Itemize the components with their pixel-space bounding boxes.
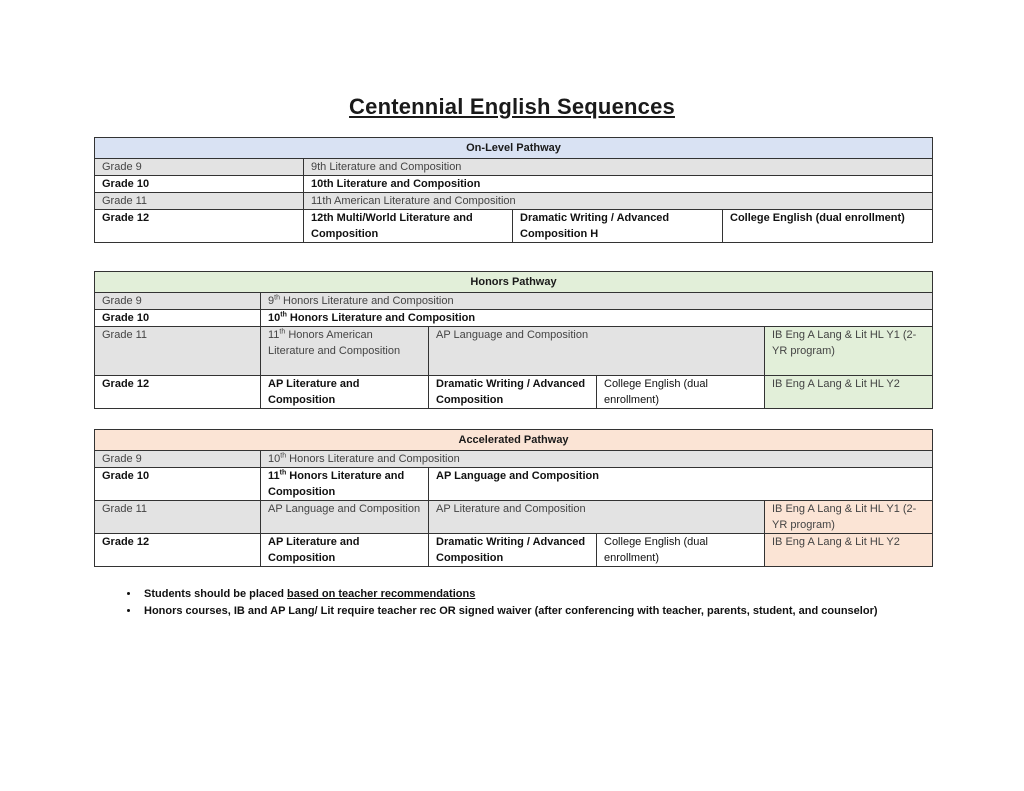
grade-label: Grade 11 (95, 327, 261, 376)
grade-label: Grade 11 (95, 193, 304, 210)
course-cell: 11th Honors American Literature and Composition (261, 327, 429, 376)
grade-label: Grade 12 (95, 210, 304, 243)
course-cell: AP Language and Composition (429, 327, 765, 376)
course-cell: College English (dual enrollment) (723, 210, 933, 243)
page-title: Centennial English Sequences (349, 94, 675, 119)
ib-course-cell: IB Eng A Lang & Lit HL Y1 (2-YR program) (765, 501, 933, 534)
table-header-row (95, 272, 933, 293)
grade-label: Grade 9 (95, 451, 261, 468)
table-row (95, 210, 933, 243)
honors-header: Honors Pathway (95, 272, 933, 293)
course-cell: Dramatic Writing / Advanced Composition (429, 376, 597, 409)
course-cell: 10th Honors Literature and Composition (261, 310, 933, 327)
table-row (95, 534, 933, 567)
course-cell: AP Literature and Composition (261, 534, 429, 567)
list-item: • Honors courses, IB and AP Lang/ Lit require teacher rec OR signed waiver (after conferencing with teacher, parents, student, and counselor) (140, 603, 878, 620)
ib-course-cell: IB Eng A Lang & Lit HL Y1 (2-YR program) (765, 327, 933, 376)
course-cell: 10th Honors Literature and Composition (261, 451, 933, 468)
grade-label: Grade 9 (95, 293, 261, 310)
grade-label: Grade 11 (95, 501, 261, 534)
course-cell: AP Literature and Composition (429, 501, 765, 534)
grade-label: Grade 12 (95, 534, 261, 567)
table-row (95, 376, 933, 409)
course-cell: College English (dual enrollment) (597, 376, 765, 409)
course-cell: AP Language and Composition (429, 468, 933, 501)
table-row (95, 293, 933, 310)
table-row (95, 468, 933, 501)
grade-label: Grade 10 (95, 176, 304, 193)
course-cell: Dramatic Writing / Advanced Composition H (513, 210, 723, 243)
grade-label: Grade 10 (95, 310, 261, 327)
list-item (140, 586, 878, 603)
table-row (95, 159, 933, 176)
table-header-row (95, 138, 933, 159)
note-underlined-text: based on teacher recommendations (287, 588, 476, 600)
table-row (95, 176, 933, 193)
accelerated-header: Accelerated Pathway (95, 430, 933, 451)
grade-label: Grade 9 (95, 159, 304, 176)
on-level-pathway-table (94, 137, 933, 243)
course-cell: College English (dual enrollment) (597, 534, 765, 567)
course-cell: Dramatic Writing / Advanced Composition (429, 534, 597, 567)
note-text: Students should be placed (144, 588, 288, 600)
honors-pathway-table (94, 271, 933, 409)
course-cell: AP Language and Composition (261, 501, 429, 534)
accelerated-pathway-table (94, 429, 933, 567)
table-header-row (95, 430, 933, 451)
course-cell: 11th Honors Literature and Composition (261, 468, 429, 501)
course-cell: 9th Literature and Composition (304, 159, 933, 176)
course-cell: 10th Literature and Composition (304, 176, 933, 193)
notes-list (110, 586, 878, 620)
table-row (95, 310, 933, 327)
course-cell: 9th Honors Literature and Composition (261, 293, 933, 310)
course-cell: AP Literature and Composition (261, 376, 429, 409)
table-row (95, 501, 933, 534)
course-cell: 11th American Literature and Composition (304, 193, 933, 210)
course-cell: 12th Multi/World Literature and Composition (304, 210, 513, 243)
ib-course-cell: IB Eng A Lang & Lit HL Y2 (765, 376, 933, 409)
on-level-header: On-Level Pathway (95, 138, 933, 159)
grade-label: Grade 12 (95, 376, 261, 409)
table-row (95, 327, 933, 376)
grade-label: Grade 10 (95, 468, 261, 501)
ib-course-cell: IB Eng A Lang & Lit HL Y2 (765, 534, 933, 567)
table-row (95, 451, 933, 468)
table-row (95, 193, 933, 210)
